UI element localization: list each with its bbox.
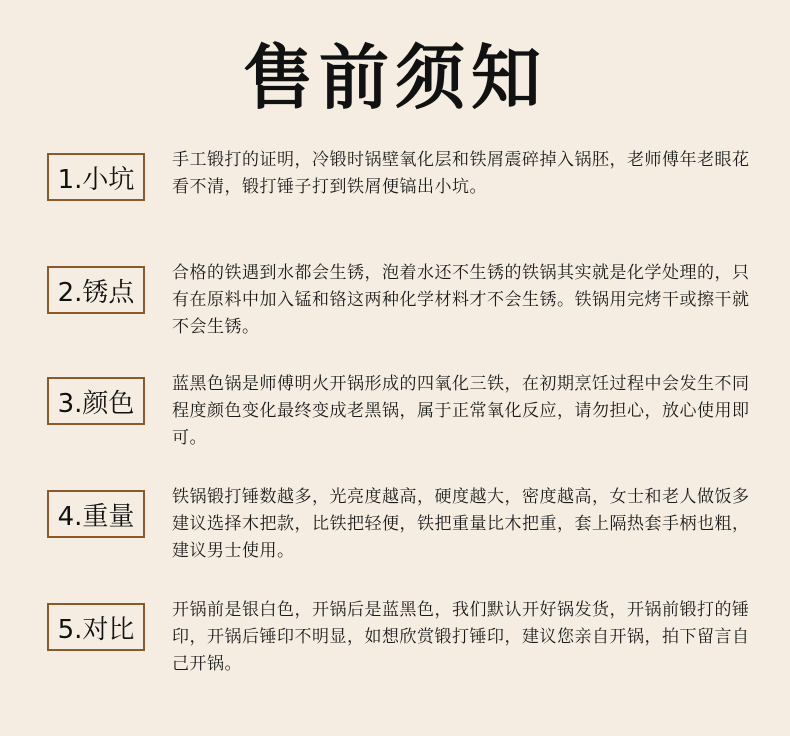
notice-text: 蓝黑色锅是师傅明火开锅形成的四氧化三铁，在初期烹饪过程中会发生不同程度颜色变化最终变成老黑锅，属于正常氧化反应，请勿担心，放心使用即可。	[172, 374, 750, 448]
notice-item-weight	[0, 487, 790, 590]
notice-label: 3.颜色	[47, 377, 145, 425]
notice-label: 4.重量	[47, 490, 145, 538]
notice-label: 2.锈点	[47, 266, 145, 314]
notice-text: 合格的铁遇到水都会生锈，泡着水还不生锈的铁锅其实就是化学处理的，只有在原料中加入锰和铬这两种化学材料才不会生锈。铁锅用完烤干或擦干就不会生锈。	[172, 263, 750, 337]
notice-item-pits	[0, 150, 790, 253]
page-title: 售前须知	[243, 37, 547, 119]
notice-text: 铁锅锻打锤数越多，光亮度越高，硬度越大，密度越高，女士和老人做饭多建议选择木把款，比铁把轻便，铁把重量比木把重，套上隔热套手柄也粗，建议男士使用。	[172, 487, 750, 561]
notice-label: 1.小坑	[47, 153, 145, 201]
notice-text: 开锅前是银白色，开锅后是蓝黑色，我们默认开好锅发货，开锅前锻打的锤印，开锅后锤印不明显，如想欣赏锻打锤印，建议您亲自开锅，拍下留言自己开锅。	[172, 600, 750, 674]
notice-text: 手工锻打的证明，冷锻时锅壁氧化层和铁屑震碎掉入锅胚，老师傅年老眼花看不清，锻打锤子打到铁屑便镐出小坑。	[172, 150, 750, 197]
notice-item-color	[0, 374, 790, 477]
notice-item-compare	[0, 600, 790, 703]
notice-label: 5.对比	[47, 603, 145, 651]
notice-item-rust	[0, 263, 790, 366]
